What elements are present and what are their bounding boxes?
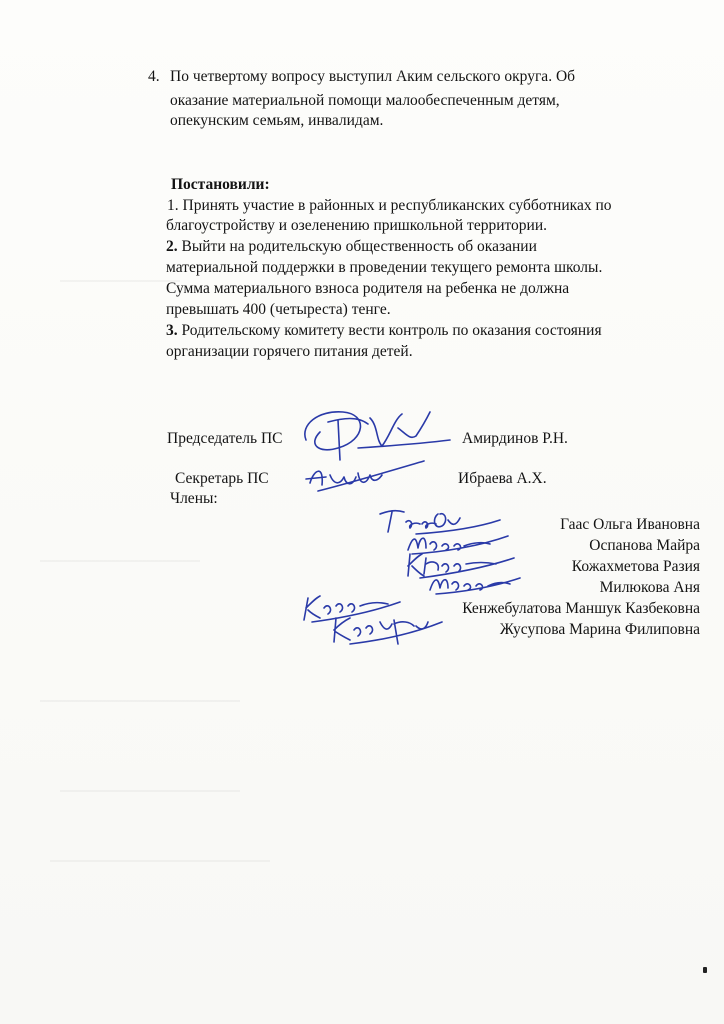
member-signature — [328, 610, 448, 650]
item4-line-3: опекунским семьям, инвалидам. — [170, 112, 384, 129]
resolution-line — [166, 320, 602, 341]
resolution-line: материальной поддержки в проведении текущего ремонта школы. — [166, 259, 603, 276]
members-label: Члены: — [170, 490, 218, 507]
item4-line-1: По четвертому вопросу выступил Аким сельского округа. Об — [170, 68, 576, 85]
bleed-through-mark — [40, 700, 240, 702]
chair-role: Председатель ПС — [167, 430, 283, 447]
resolution-number: 2. — [166, 238, 178, 255]
resolution-number: 3. — [166, 322, 178, 339]
resolution-text: Родительскому комитету вести контроль по оказания состояния — [177, 322, 602, 339]
member-signature — [426, 570, 526, 598]
member-name: Кожахметова Разия — [571, 558, 700, 575]
member-name: Кенжебулатова Маншук Казбековна — [462, 600, 700, 617]
item4-line-2: оказание материальной помощи малообеспеченным детям, — [170, 92, 560, 109]
bleed-through-mark — [50, 860, 270, 862]
secretary-signature — [300, 455, 430, 505]
bleed-through-mark — [40, 560, 200, 562]
chair-name: Амирдинов Р.Н. — [462, 430, 568, 447]
resolution-line: превышать 400 (четыреста) тенге. — [166, 301, 391, 318]
resolution-line: 1. Принять участие в районных и республиканских субботниках по — [167, 197, 612, 214]
resolution-line: благоустройству и озеленению пришкольной территории. — [166, 217, 548, 234]
bleed-through-mark — [60, 280, 180, 282]
member-name: Гаас Ольга Ивановна — [560, 516, 700, 533]
member-name: Милюкова Аня — [599, 579, 700, 596]
scan-speck — [703, 967, 707, 973]
resolution-line — [166, 236, 537, 257]
secretary-name: Ибраева А.Х. — [458, 470, 547, 487]
secretary-role: Секретарь ПС — [175, 470, 269, 487]
resolution-line: организации горячего питания детей. — [166, 343, 413, 360]
item-number: 4. — [148, 68, 160, 85]
member-name: Оспанова Майра — [589, 537, 700, 554]
resolution-text: Выйти на родительскую общественность об оказании — [177, 238, 537, 255]
member-name: Жусупова Марина Филиповна — [499, 621, 700, 638]
resolution-heading: Постановили: — [171, 176, 270, 193]
resolution-line: Сумма материального взноса родителя на ребенка не должна — [166, 280, 570, 297]
bleed-through-mark — [60, 790, 240, 792]
